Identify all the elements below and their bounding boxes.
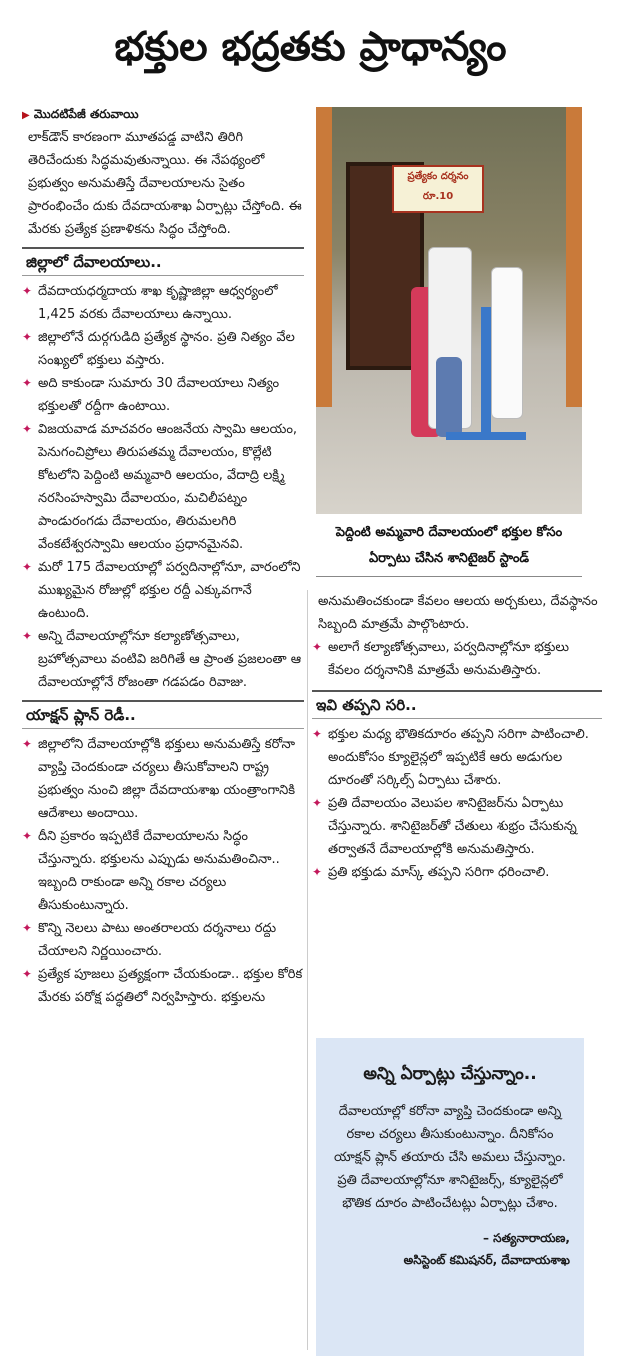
diamond-bullet-icon: ✦ <box>22 422 33 436</box>
list-item: ✦ ప్రతి దేవాలయం వెలుపల శానిటైజర్‌ను ఏర్పాటు చేస్తున్నారు. శానిటైజర్‌తో చేతులు శుభ్రం చేసుకున్న తర్వాతనే దేవాలయాల్లోకి అనుమతిస్తారు. <box>312 792 602 861</box>
diamond-bullet-icon: ✦ <box>22 829 33 843</box>
diamond-bullet-icon: ✦ <box>22 376 33 390</box>
list-item: ✦ అలాగే కల్యాణోత్సవాలు, పర్వదినాల్లోనూ భక్తులు కేవలం దర్శనానికి మాత్రమే అనుమతిస్తారు. <box>312 636 602 682</box>
person-trousers <box>436 357 462 437</box>
list-item: ✦ జిల్లాలోని దేవాలయాల్లోకి భక్తులు అనుమతిస్తే కరోనా వ్యాప్తి చెందకుండా చర్యలు తీసుకోవాలని రాష్ట్ర ప్రభుత్వం నుంచి జిల్లా దేవదాయశాఖ యంత్రాంగానికి ఆదేశాలు అందాయి. <box>22 733 304 825</box>
section-heading-mandatory: ఇవి తప్పని సరి.. <box>312 690 602 719</box>
diamond-bullet-icon: ✦ <box>312 865 323 879</box>
sanitizer-stand-base <box>446 432 526 440</box>
diamond-bullet-icon: ✦ <box>22 737 33 751</box>
column-divider <box>307 590 308 1350</box>
list-item: ✦ విజయవాడ మాచవరం ఆంజనేయ స్వామి ఆలయం, పెనుగంచిప్రోలు తిరుపతమ్మ దేవాలయం, కొల్లేటి కోటలోని పెద్దింటి అమ్మవారి ఆలయం, వేదాద్రి లక్ష్మి నరసింహస్వామి దేవాలయం, మచిలీపట్నం పాండురంగడు దేవాలయం, తిరుమలగిరి వేంకటేశ్వరస్వామి ఆలయం ప్రధానమైనవి. <box>22 418 304 556</box>
section-heading-action-plan: యాక్షన్ ప్లాన్ రెడీ.. <box>22 700 304 729</box>
diamond-bullet-icon: ✦ <box>22 629 33 643</box>
diamond-bullet-icon: ✦ <box>22 284 33 298</box>
diamond-bullet-icon: ✦ <box>22 967 33 981</box>
list-item: ✦ భక్తుల మధ్య భౌతికదూరం తప్పని సరిగా పాటించాలి. అందుకోసం క్యూలైన్లలో ఇప్పటికే ఆరు అడుగుల దూరంతో సర్కిల్స్ ఏర్పాటు చేశారు. <box>312 723 602 792</box>
continuation-paragraph: అనుమతించకుండా కేవలం ఆలయ అర్చకులు, దేవస్థానం సిబ్బంది మాత్రమే పాల్గొంటారు. <box>318 594 598 632</box>
list-item: ✦ జిల్లాలోనే దుర్గగుడిది ప్రత్యేక స్థానం. ప్రతి నిత్యం వేల సంఖ్యలో భక్తులు వస్తారు. <box>22 326 304 372</box>
temple-photo <box>316 107 582 514</box>
intro-paragraph: లాక్‌డౌన్ కారణంగా మూతపడ్డ వాటిని తిరిగి తెరిచేందుకు సిద్ధమవుతున్నాయి. ఈ నేపథ్యంలో ప్రభుత్వం అనుమతిస్తే దేవాలయాలను సైతం ప్రారంభించేం దుకు దేవదాయశాఖ ఏర్పాట్లు చేస్తోంది. ఈ మేరకు ప్రత్యేక ప్రణాళికను సిద్ధం చేస్తోంది. <box>28 130 302 237</box>
photo-caption: పెద్దింటి అమ్మవారి దేవాలయంలో భక్తుల కోసం ఏర్పాటు చేసిన శానిటైజర్ స్టాండ్ <box>316 520 582 577</box>
list-item: ✦ మరో 175 దేవాలయాల్లో పర్వదినాల్లోనూ, వారంలోని ముఖ్యమైన రోజుల్లో భక్తుల రద్దీ ఎక్కువగానే ఉంటుంది. <box>22 556 304 625</box>
quote-box <box>316 1038 584 1356</box>
diamond-bullet-icon: ✦ <box>22 560 33 574</box>
list-item: ✦ అన్ని దేవాలయాల్లోనూ కల్యాణోత్సవాలు, బ్రహోత్సవాలు వంటివి జరిగితే ఆ ప్రాంత ప్రజలంతా ఆ దేవాలయాల్లోనే రోజంతా గడపడం రివాజు. <box>22 625 304 694</box>
list-item: ✦ కొన్ని నెలలు పాటు అంతరాలయ దర్శనాలు రద్దు చేయాలని నిర్ణయించారు. <box>22 917 304 963</box>
diamond-bullet-icon: ✦ <box>312 640 323 654</box>
quote-body: దేవాలయాల్లో కరోనా వ్యాప్తి చెందకుండా అన్ని రకాల చర్యలు తీసుకుంటున్నాం. దీనికోసం యాక్షన్ ప్లాన్ తయారు చేసి అమలు చేస్తున్నాం. ప్రతి దేవాలయాల్లోనూ శానిటైజర్స్, క్యూలైన్లలో భౌతిక దూరం పాటించేటట్లు ఏర్పాట్లు చేశాం. <box>334 1104 566 1211</box>
left-column <box>22 104 304 1362</box>
quote-role: అసిస్టెంట్ కమిషనర్, దేవాదాయశాఖ <box>403 1253 570 1267</box>
diamond-bullet-icon: ✦ <box>312 727 323 741</box>
person-attendant <box>491 267 523 419</box>
list-item: ✦ అది కాకుండా సుమారు 30 దేవాలయాలు నిత్యం భక్తులతో రద్దీగా ఉంటాయి. <box>22 372 304 418</box>
triangle-marker-icon: ▶ <box>22 110 30 121</box>
quote-author: – సత్యనారాయణ, <box>483 1231 570 1245</box>
list-item: ✦ దీని ప్రకారం ఇప్పటికే దేవాలయాలను సిద్ధం చేస్తున్నారు. భక్తులను ఎప్పుడు అనుమతించినా.. ఇబ్బంది రాకుండా అన్ని రకాల చర్యలు తీసుకుంటున్నారు. <box>22 825 304 917</box>
pillar-left <box>316 107 332 407</box>
diamond-bullet-icon: ✦ <box>22 921 33 935</box>
kicker-text: మొదటిపేజీ తరువాయి <box>33 107 139 121</box>
headline: భక్తుల భద్రతకు ప్రాధాన్యం <box>114 24 507 70</box>
pillar-right <box>566 107 582 407</box>
section-heading-temples: జిల్లాలో దేవాలయాలు.. <box>22 247 304 276</box>
kicker <box>22 104 304 126</box>
diamond-bullet-icon: ✦ <box>22 330 33 344</box>
quote-title: అన్ని ఏర్పాట్లు చేస్తున్నాం.. <box>363 1064 537 1084</box>
list-item: ✦ ప్రతి భక్తుడు మాస్క్ తప్పని సరిగా ధరించాలి. <box>312 861 602 884</box>
diamond-bullet-icon: ✦ <box>312 796 323 810</box>
photo-banner: ప్రత్యేకం దర్శనం రూ.10 <box>392 165 484 213</box>
list-item: ✦ ప్రత్యేక పూజలు ప్రత్యక్షంగా చేయకుండా.. భక్తుల కోరిక మేరకు పరోక్ష పద్ధతిలో నిర్వహిస్తారు. భక్తులను <box>22 963 304 1009</box>
sanitizer-stand <box>481 307 491 437</box>
list-item: ✦ దేవదాయధర్మదాయ శాఖ కృష్ణాజిల్లా ఆధ్వర్యంలో 1,425 వరకు దేవాలయాలు ఉన్నాయి. <box>22 280 304 326</box>
